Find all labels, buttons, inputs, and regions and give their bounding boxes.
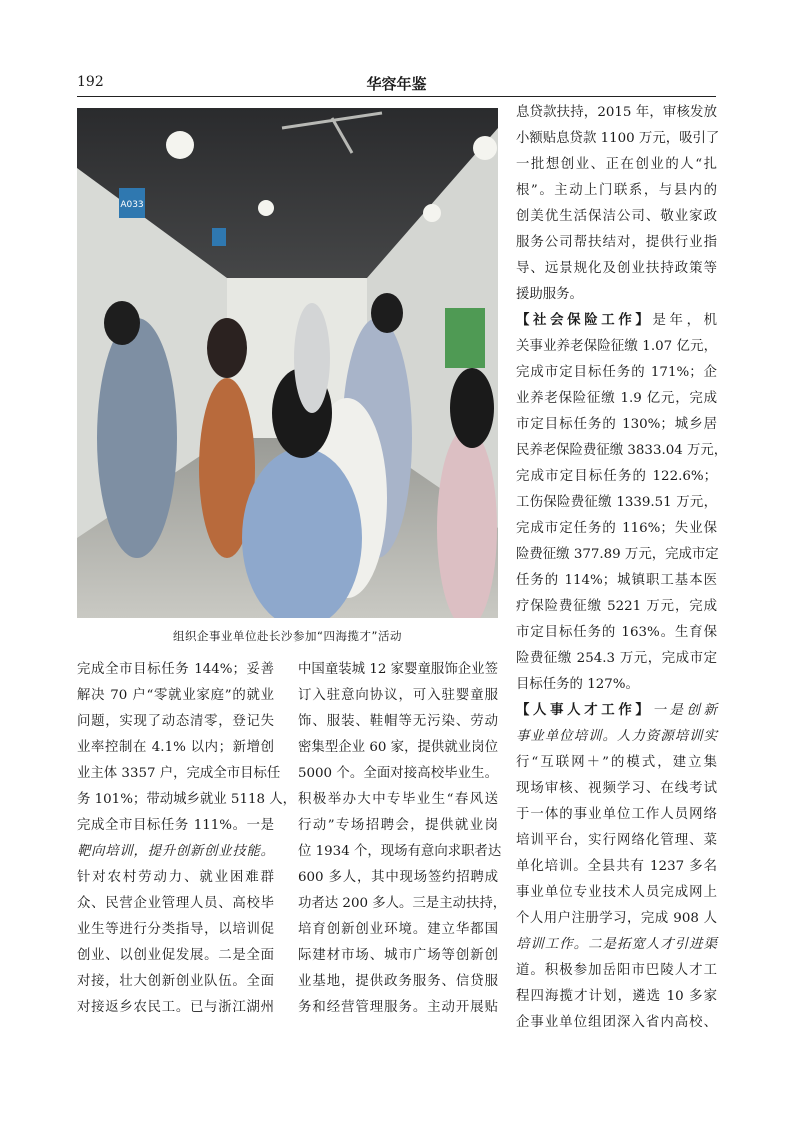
- right-line: 创美优生活保洁公司、敬业家政: [516, 209, 717, 224]
- middle-line: 订入驻意向协议，可入驻婴童服: [298, 688, 498, 703]
- right-line: 险费征缴 377.89 万元，完成市定: [516, 547, 719, 562]
- right-line: 是年，机: [652, 313, 718, 328]
- middle-line: 密集型企业 60 家，提供就业岗位: [298, 740, 498, 755]
- right-line: 小额贴息贷款 1100 万元，吸引了: [516, 131, 720, 146]
- middle-column: [298, 657, 507, 1021]
- left-line: 针对农村劳动力、就业困难群: [77, 870, 274, 885]
- right-line: 疗保险费征缴 5221 万元，完成: [516, 599, 717, 614]
- right-line: 完成市定目标任务的 171%；企: [516, 365, 717, 380]
- right-line: 目标任务的 127%。: [516, 677, 639, 692]
- right-line: 培训平台，实行网络化管理、菜: [516, 833, 717, 848]
- right-line: 民养老保险费征缴 3833.04 万元，: [516, 443, 728, 458]
- right-line: 市定目标任务的 130%；城乡居: [516, 417, 717, 432]
- booth-sign-text: A033: [120, 200, 144, 210]
- right-line: 任务的 114%；城镇职工基本医: [516, 573, 717, 588]
- page-number: 192: [77, 74, 104, 90]
- right-line: 服务公司帮扶结对，提供行业指: [516, 235, 717, 250]
- running-title: 华容年鉴: [366, 75, 427, 93]
- left-line: 创业、以创业促发展。二是全面: [77, 948, 274, 963]
- middle-line: 业基地，提供政务服务、信贷服: [298, 974, 498, 989]
- right-line: 完成市定任务的 116%；失业保: [516, 521, 717, 536]
- right-line: 完成市定目标任务的 122.6%；: [516, 469, 717, 484]
- middle-line: 位 1934 个，现场有意向求职者达: [298, 844, 502, 859]
- right-line: 根”。主动上门联系，与县内的: [516, 183, 717, 198]
- section-heading-line: [516, 698, 717, 724]
- middle-line: 际建材市场、城市广场等创新创: [298, 948, 498, 963]
- middle-line: 中国童装城 12 家婴童服饰企业签: [298, 662, 498, 677]
- right-line: 业养老保险征缴 1.9 亿元，完成: [516, 391, 717, 406]
- right-line: 程四海揽才计划，遴选 10 多家: [516, 989, 717, 1004]
- middle-line: 饰、服装、鞋帽等无污染、劳动: [298, 714, 498, 729]
- left-line: 问题，实现了动态清零，登记失: [77, 714, 274, 729]
- left-line: 业率控制在 4.1% 以内；新增创: [77, 740, 274, 755]
- right-column: [516, 100, 728, 1036]
- right-line: 道。积极参加岳阳市巴陵人才工: [516, 963, 717, 978]
- left-line: 对接，壮大创新创业队伍。全面: [77, 974, 274, 989]
- right-line: 险费征缴 254.3 万元，完成市定: [516, 651, 717, 666]
- header-rule: [77, 96, 716, 97]
- left-line: 众、民营企业管理人员、高校毕: [77, 896, 274, 911]
- right-line: 援助服务。: [516, 287, 583, 302]
- right-line: 行“互联网＋”的模式，建立集: [516, 755, 717, 770]
- right-line: 事业单位专业技术人员完成网上: [516, 885, 717, 900]
- middle-line: 600 多人，其中现场签约招聘成: [298, 870, 498, 885]
- right-line: 现场审核、视频学习、在线考试: [516, 781, 717, 796]
- left-line: 完成全市目标任务 144%；妥善: [77, 662, 274, 677]
- left-line: 务 101%；带动城乡就业 5118 人，: [77, 792, 297, 807]
- right-line: 单化培训。全县共有 1237 多名: [516, 859, 717, 874]
- section-heading-personnel-talent: 【人事人才工作】: [516, 703, 653, 718]
- left-column: [77, 657, 297, 1021]
- middle-line: 积极举办大中专毕业生“春风送: [298, 792, 498, 807]
- left-line: 完成全市目标任务 111%。一是: [77, 818, 274, 833]
- right-line: 市定目标任务的 163%。生育保: [516, 625, 717, 640]
- middle-line: 行动”专场招聘会，提供就业岗: [298, 818, 498, 833]
- right-line: 一是创新: [652, 703, 718, 718]
- middle-line: 培育创新创业环境。建立华都国: [298, 922, 498, 937]
- right-line: 导、远景规化及创业扶持政策等: [516, 261, 717, 276]
- right-line: 企事业单位组团深入省内高校、: [516, 1015, 717, 1030]
- left-line: 业主体 3357 户，完成全市目标任: [77, 766, 281, 781]
- middle-line: 5000 个。全面对接高校毕业生。: [298, 766, 498, 781]
- right-line: 培训工作。二是拓宽人才引进渠: [516, 937, 717, 952]
- event-photo: [77, 108, 498, 618]
- section-heading-line: [516, 308, 717, 334]
- middle-line: 功者达 200 多人。三是主动扶持，: [298, 896, 507, 911]
- middle-line: 务和经营管理服务。主动开展贴: [298, 1000, 498, 1015]
- left-line: 业生等进行分类指导，以培训促: [77, 922, 274, 937]
- left-line: 解决 70 户“零就业家庭”的就业: [77, 688, 274, 703]
- right-line: 工伤保险费征缴 1339.51 万元，: [516, 495, 717, 510]
- right-line: 事业单位培训。人力资源培训实: [516, 729, 717, 744]
- right-line: 个人用户注册学习，完成 908 人: [516, 911, 717, 926]
- right-line: 一批想创业、正在创业的人“扎: [516, 157, 717, 172]
- photo-caption: 组织企事业单位赴长沙参加“四海揽才”活动: [173, 629, 402, 643]
- section-heading-social-insurance: 【社会保险工作】: [516, 313, 653, 328]
- left-line: 对接返乡农民工。已与浙江湖州: [77, 1000, 274, 1015]
- left-line: 靶向培训，提升创新创业技能。: [77, 844, 274, 859]
- right-line: 于一体的事业单位工作人员网络: [516, 807, 717, 822]
- right-line: 息贷款扶持，2015 年，审核发放: [516, 105, 717, 120]
- right-line: 关事业养老保险征缴 1.07 亿元，: [516, 339, 717, 354]
